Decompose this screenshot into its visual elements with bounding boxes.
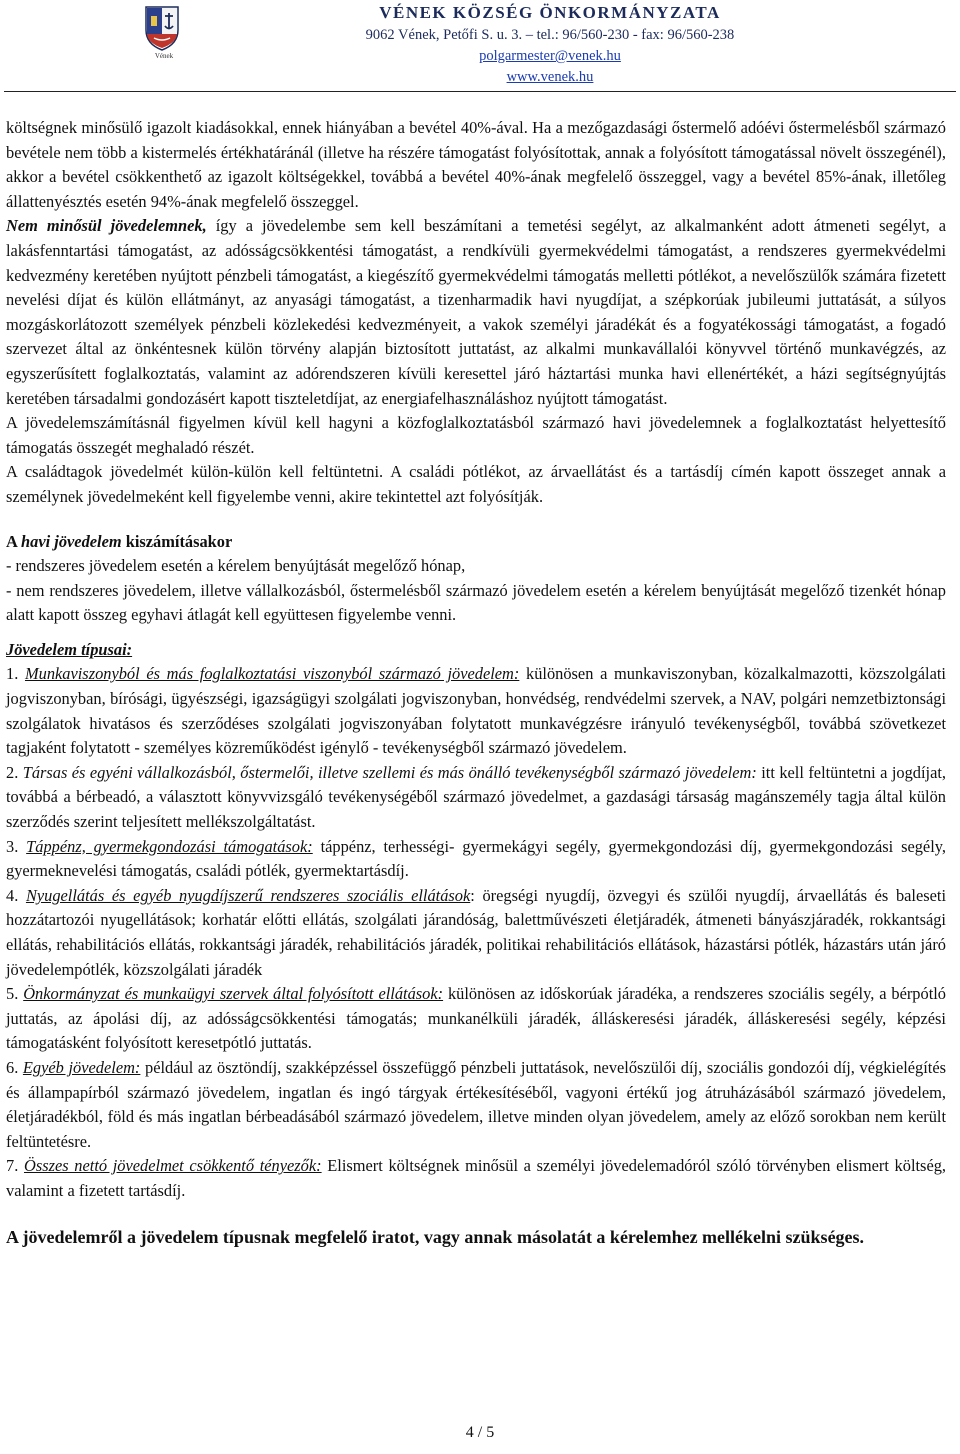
income-type-5-title: Önkormányzat és munkaügyi szervek által folyósított ellátások: — [23, 984, 444, 1004]
coat-of-arms-icon — [142, 4, 182, 52]
income-type-5: 5. Önkormányzat és munkaügyi szervek által folyósított ellátások: különösen az időskorúak járadéka, a rendszeres szociális segély, a bérpótló juttatás, az ápolási díj, az adósságcsökkentési támogatás; munkanélküli járadék, álláskeresési járadék, álláskeresési segély, képzési támogatásként folyósított keresetpótló juttatás. — [6, 984, 946, 1053]
income-type-1-title: Munkaviszonyból és más foglalkoztatási viszonyból származó jövedelem: — [24, 664, 520, 684]
income-type-7-title: Összes nettó jövedelmet csökkentő tényezők: — [23, 1156, 322, 1176]
spacer — [6, 510, 946, 530]
header-divider — [4, 91, 956, 92]
letterhead — [0, 0, 960, 92]
spacer — [6, 1204, 946, 1224]
income-type-6: 6. Egyéb jövedelem: például az ösztöndíj, szakképzéssel összefüggő pénzbeli juttatások, nevelőszülői díj, szociális gondozói díj, végkielégítés és állampapírból származó jövedelem, ingatlan és ingó tárgyak értékesítéséből, vagyoni értékű jog átruházásából származó jövedelem, életjáradékból, föld és más ingatlan bérbeadásából származó jövedelem, illetve minden olyan jövedelem, amely az előző sorokban nem került feltüntetésre. — [6, 1057, 947, 1151]
crest-caption: Vének — [154, 52, 174, 60]
income-type-6-title: Egyéb jövedelem: — [22, 1057, 141, 1077]
spacer — [6, 628, 946, 638]
monthly-income-emphasis: havi jövedelem — [21, 531, 122, 551]
paragraph-family-members: A családtagok jövedelmét külön-külön kell feltüntetni. A családi pótlékot, az árvaellátást és a tartásdíj címén kapott összeget annak a személynek jövedelmeként kell figyelembe venni, akire tekintettel azt folyósítják. — [6, 462, 946, 506]
income-type-1: 1. Munkaviszonyból és más foglalkoztatási viszonyból származó jövedelem: különösen a munkaviszonyban, közalkalmazotti, közszolgálati jogviszonyban, bírósági, ügyészségi, igazságügyi szolgálati jogviszonyban, honvédség, rendvédelmi szervek, a NAV, polgári nemzetbiztonsági szolgálatok hivatásos és szerződéses szolgálati jogviszonyában folytatott munkavégzésre irányuló tevékenységből, továbbá szövetkezet tagjaként folytatott - személyes közreműködést igénylő - tevékenységből származó jövedelem. — [6, 664, 946, 758]
income-type-2: 2. Társas és egyéni vállalkozásból, őstermelői, illetve szellemi és más önálló tevékenységből származó jövedelem: itt kell feltüntetni a jogdíjat, továbbá a bérbeadó, a választott könyvvizsgáló tevékenységéből származó jövedelmet, a gazdasági társaság magánszemély tagja által külön szerződés szerint teljesített mellékszolgáltatást. — [6, 762, 946, 832]
income-type-3: 3. Táppénz, gyermekgondozási támogatások: táppénz, terhességi- gyermekágyi segély, gyermekgondozási díj, gyermekgondozási segély, gyermeknevelési támogatás, családi pótlék, gyermektartásdíj. — [6, 836, 946, 881]
monthly-income-rule-1: - rendszeres jövedelem esetén a kérelem benyújtását megelőző hónap, — [6, 556, 466, 576]
income-type-7: 7. Összes nettó jövedelmet csökkentő tényezők: Elismert költségnek minősül a személyi jövedelemadóról szóló törvényben elismert költség, valamint a fizetett tartásdíj. — [6, 1156, 947, 1200]
email-link[interactable]: polgarmester@venek.hu — [479, 48, 621, 64]
income-type-4: 4. Nyugellátás és egyéb nyugdíjszerű rendszeres szociális ellátások: öregségi nyugdíj, özvegyi és szülői nyugdíj, árvaellátás és baleseti hozzátartozói nyugellátások; korhatár előtti ellátás, szolgálati járandóság, balettművészeti életjáradék, átmeneti bányászjáradék, rokkantsági ellátás, rehabilitációs ellátás, rokkantsági járadék, rehabilitációs járadék, politikai rehabilitációs ellátások, házastársi pótlék, házastárs után járó jövedelempótlék, közszolgálati járadék — [6, 885, 946, 979]
not-income-text: így a jövedelembe sem kell beszámítani a temetési segélyt, az alkalmanként adott átmeneti segélyt, a lakásfenntartási támogatást, az adósságcsökkentési támogatást, a rendkívüli gyermekvédelmi támogatást, a rendszeres gyermekvédelmi kedvezmény keretében nyújtott pénzbeli támogatást, a kiegészítő gyermekvédelmi támogatás melletti pótlékot, a nevelőszülők számára fizetett nevelési díjat és külön ellátmányt, az anyasági támogatást, a tizenharmadik havi nyugdíjat, a szépkorúak jubileumi juttatását, a súlyos mozgáskorlátozott személyek pénzbeli közlekedési kedvezményeit, a vakok személyi járadékát és a fogyatékossági támogatást, a fogadó szervezet által az önkéntesnek külön törvény alapján biztosított juttatást, az alkalmi munkavállalói könyvvel történő munkavégzés, az egyszerűsített foglalkoztatás, valamint az adórendszeren kívüli keresettel járó háztartási munka havi ellenértékét, a házi segítségnyújtás keretében társadalmi gondozásért kapott tiszteletdíjat, az energiafelhasználáshoz nyújtott támogatást. — [6, 216, 946, 408]
municipality-title: VÉNEK KÖZSÉG ÖNKORMÁNYZATA — [379, 3, 721, 22]
document-body — [6, 116, 946, 1250]
income-type-2-title: Társas és egyéni vállalkozásból, őstermelői, illetve szellemi és más önálló tevékenységből származó jövedelem: — [22, 762, 757, 782]
not-income-lead: Nem minősül jövedelemnek, — [6, 216, 207, 236]
monthly-income-heading: A havi jövedelem kiszámításakor — [6, 531, 233, 551]
income-type-3-title: Táppénz, gyermekgondozási támogatások: — [26, 836, 313, 856]
income-types-heading: Jövedelem típusai: — [6, 639, 133, 659]
attachment-requirement: A jövedelemről a jövedelem típusnak megfelelő iratot, vagy annak másolatát a kérelemhez mellékelni szükséges. — [6, 1226, 865, 1247]
page-number: 4 / 5 — [465, 1424, 495, 1441]
income-type-4-title: Nyugellátás és egyéb nyugdíjszerű rendszeres szociális ellátások — [25, 885, 471, 905]
paragraph-deductions: költségnek minősülő igazolt kiadásokkal, ennek hiányában a bevétel 40%-ával. Ha a mezőgazdasági őstermelő adóévi őstermelésből származó bevétele nem több a kistermelés értékhatáránál (illetve ha részére támogatást folyósítottak, annak a folyósított támogatással növelt összegénél), akkor a bevétel csökkenthető az igazolt költségekkel, továbbá a bevétel 40%-ának megfelelő összeggel, vagy a bevétel 85%-ának, illetőleg állattenyésztés esetén 94%-ának megfelelő összeggel. — [6, 118, 946, 211]
paragraph-not-income — [6, 214, 946, 411]
address-line: 9062 Vének, Petőfi S. u. 3. – tel.: 96/560-230 - fax: 96/560-238 — [365, 27, 735, 43]
monthly-income-rule-2: - nem rendszeres jövedelem, illetve vállalkozásból, őstermelésből származó jövedelem esetén a kérelem benyújtását megelőző tizenkét hónap alatt kapott összeg egyhavi átlagát kell együttesen figyelembe venni. — [6, 580, 946, 625]
paragraph-public-work: A jövedelemszámításnál figyelmen kívül kell hagyni a közfoglalkoztatásból származó havi jövedelemnek a foglalkoztatást helyettesítő támogatás összegét meghaladó részét. — [6, 413, 946, 457]
website-link[interactable]: www.venek.hu — [506, 69, 594, 85]
